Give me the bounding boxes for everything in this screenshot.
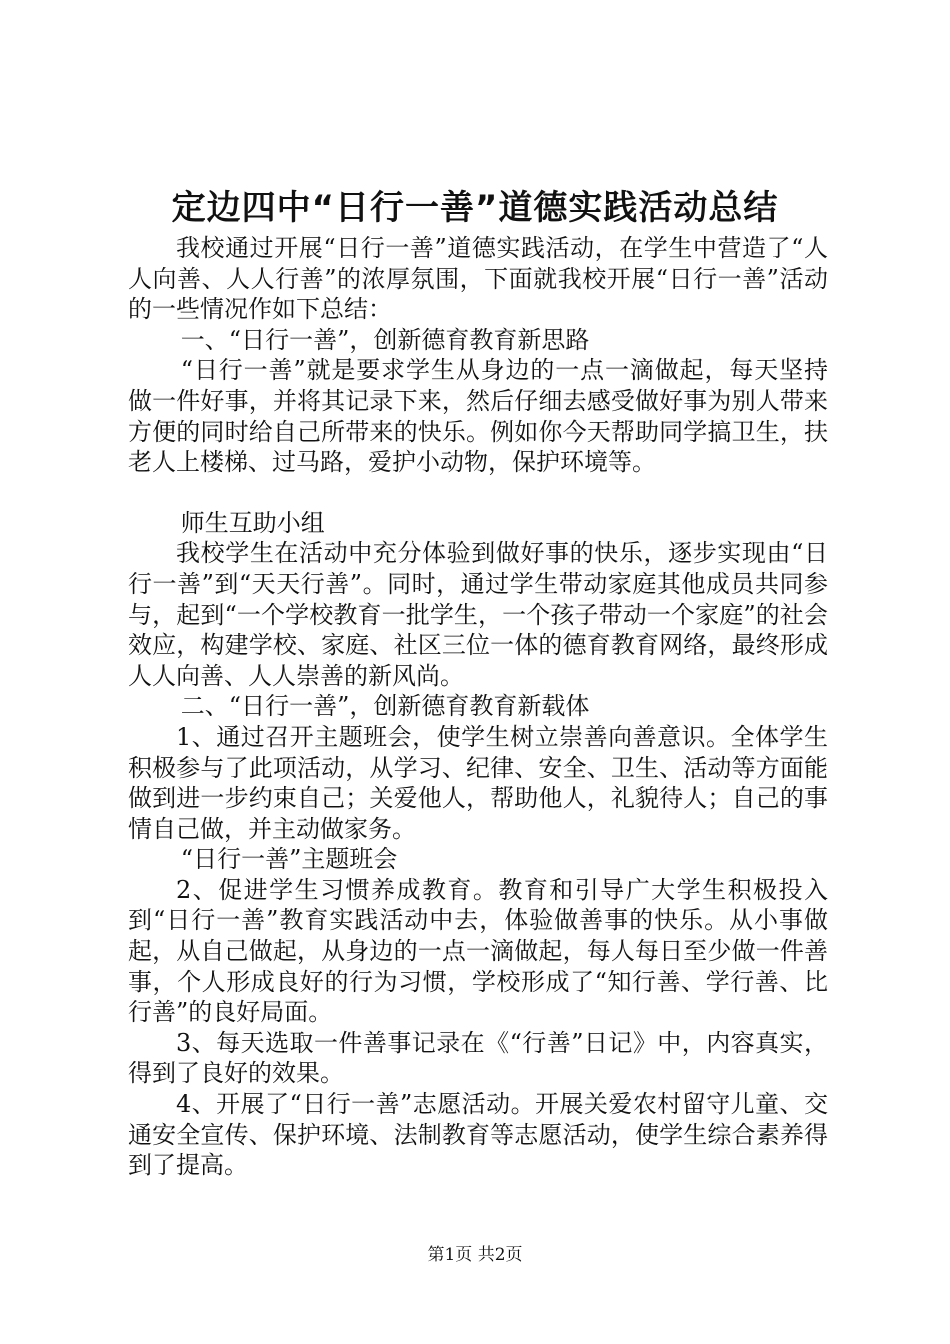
section-heading-1: 一、“日行一善”，创新德育教育新思路 [180, 325, 590, 354]
item-4-paragraph: 4、开展了“日行一善”志愿活动。开展关爱农村留守儿童、交通安全宣传、保护环境、法制教育等志愿活动，使学生综合素养得到了提高。 [128, 1090, 828, 1180]
item-1-paragraph: 1、通过召开主题班会，使学生树立崇善向善意识。全体学生积极参与了此项活动，从学习、纪律、安全、卫生、活动等方面能做到进一步约束自己；关爱他人，帮助他人，礼貌待人；自己的事情自己做，并主动做家务。 [128, 722, 828, 843]
document-body [128, 233, 828, 1181]
section-heading-2: 二、“日行一善”，创新德育教育新载体 [180, 692, 590, 721]
item-3-paragraph: 3、每天选取一件善事记录在《“行善”日记》中，内容真实，得到了良好的效果。 [128, 1028, 828, 1088]
intro-paragraph: 我校通过开展“日行一善”道德实践活动，在学生中营造了“人人向善、人人行善”的浓厚氛围，下面就我校开展“日行一善”活动的一些情况作如下总结： [128, 234, 828, 324]
page-footer: 第1页 共2页 [427, 1245, 523, 1265]
section-1-paragraph: “日行一善”就是要求学生从身边的一点一滴做起，每天坚持做一件好事，并将其记录下来，然后仔细去感受做好事为别人带来方便的同时给自己所带来的快乐。例如你今天帮助同学搞卫生，扶老人上楼梯、过马路，爱护小动物，保护环境等。 [128, 356, 828, 477]
item-2-paragraph: 2、促进学生习惯养成教育。教育和引导广大学生积极投入到“日行一善”教育实践活动中去，体验做善事的快乐。从小事做起，从自己做起，从身边的一点一滴做起，每人每日至少做一件善事，个人形成良好的行为习惯，学校形成了“知行善、学行善、比行善”的良好局面。 [128, 875, 828, 1027]
section-1-paragraph-2: 我校学生在活动中充分体验到做好事的快乐，逐步实现由“日行一善”到“天天行善”。同时，通过学生带动家庭其他成员共同参与，起到“一个学校教育一批学生，一个孩子带动一个家庭”的社会效应，构建学校、家庭、社区三位一体的德育教育网络，最终形成人人向善、人人崇善的新风尚。 [128, 539, 828, 690]
image-caption-class-meeting: “日行一善”主题班会 [180, 845, 398, 874]
image-caption-mentor-group: 师生互助小组 [180, 508, 325, 537]
document-title: 定边四中“日行一善”道德实践活动总结 [171, 188, 779, 228]
